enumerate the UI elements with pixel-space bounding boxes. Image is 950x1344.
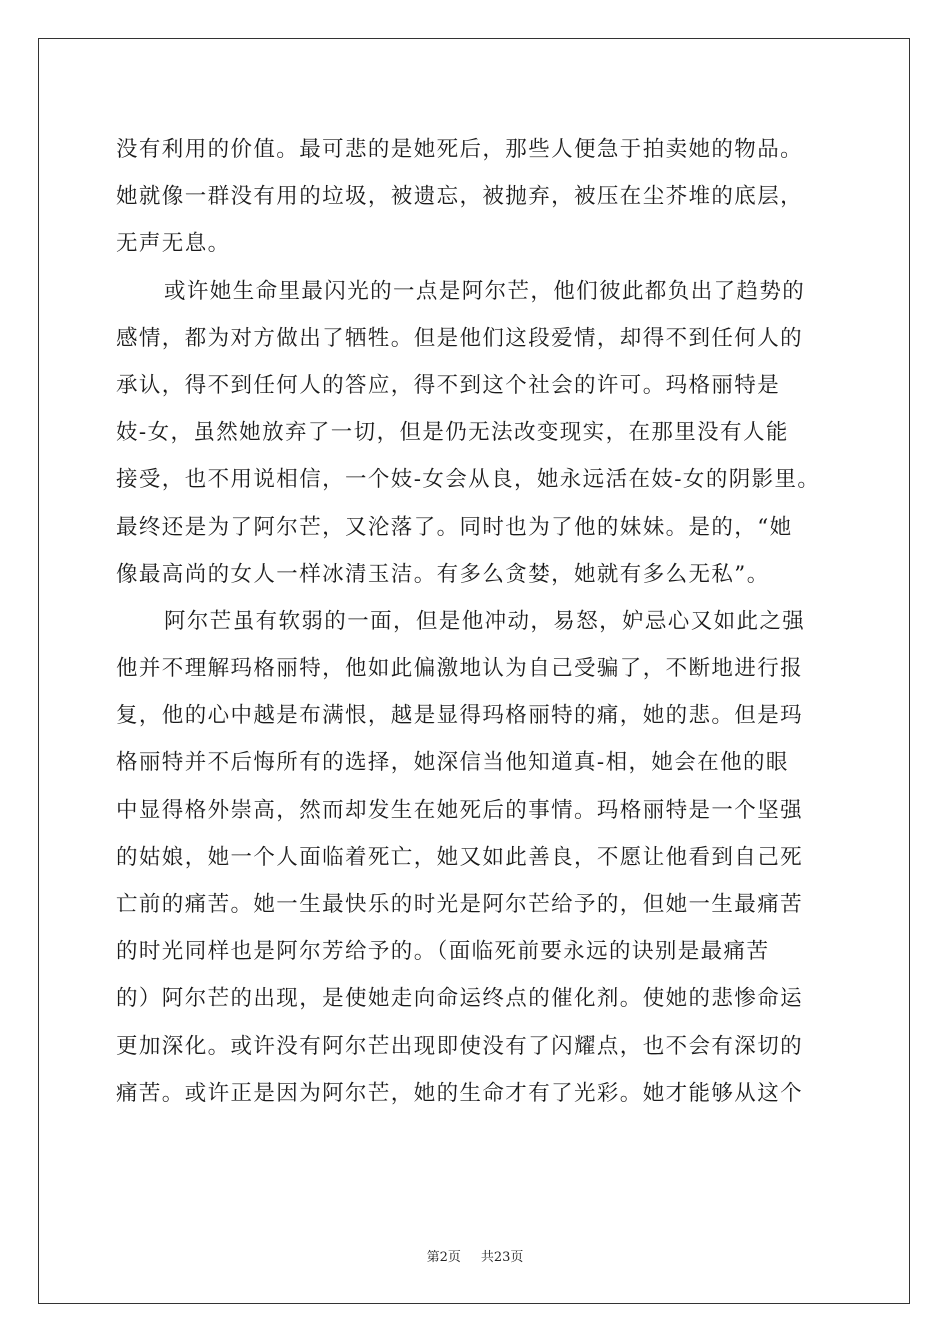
text-line: 他并不理解玛格丽特，他如此偏激地认为自己受骗了，不断地进行报 xyxy=(116,656,804,682)
page-footer xyxy=(0,1246,950,1265)
text-line: 妓-女，虽然她放弃了一切，但是仍无法改变现实，在那里没有人能 xyxy=(116,420,789,446)
text-line: 阿尔芒虽有软弱的一面，但是他冲动，易怒，妒忌心又如此之强 xyxy=(164,608,806,634)
text-line: 亡前的痛苦。她一生最快乐的时光是阿尔芒给予的，但她一生最痛苦 xyxy=(116,892,804,917)
text-line: 痛苦。或许正是因为阿尔芒，她的生命才有了光彩。她才能够从这个 xyxy=(116,1080,804,1106)
text-line: 接受，也不用说相信，一个妓-女会从良，她永远活在妓-女的阴影里。 xyxy=(116,467,821,493)
text-line: 或许她生命里最闪光的一点是阿尔芒，他们彼此都负出了趋势的 xyxy=(164,278,806,304)
text-line: 像最高尚的女人一样冰清玉洁。有多么贪婪，她就有多么无私”。 xyxy=(116,561,770,587)
text-line: 承认，得不到任何人的答应，得不到这个社会的许可。玛格丽特是 xyxy=(116,372,781,398)
text-line: 的姑娘，她一个人面临着死亡，她又如此善良，不愿让他看到自己死 xyxy=(116,844,804,870)
document-body xyxy=(116,126,846,1117)
text-line: 的）阿尔芒的出现，是使她走向命运终点的催化剂。使她的悲惨命运 xyxy=(116,986,804,1012)
text-line: 更加深化。或许没有阿尔芒出现即使没有了闪耀点，也不会有深切的 xyxy=(116,1033,804,1059)
text-line: 她就像一群没有用的垃圾，被遗忘，被抛弃，被压在尘芥堆的底层， xyxy=(116,184,804,210)
text-line: 无声无息。 xyxy=(116,231,231,257)
text-line: 感情，都为对方做出了牺牲。但是他们这段爱情，却得不到任何人的 xyxy=(116,325,804,351)
total-pages-label: 共23页 xyxy=(480,1250,524,1265)
text-line: 最终还是为了阿尔芒，又沦落了。同时也为了他的妹妹。是的，“她 xyxy=(116,514,793,540)
text-line: 复，他的心中越是布满恨，越是显得玛格丽特的痛，她的悲。但是玛 xyxy=(116,703,804,729)
text-line: 的时光同样也是阿尔芳给予的。（面临死前要永远的诀别是最痛苦 xyxy=(116,939,770,965)
text-line: 格丽特并不后悔所有的选择，她深信当他知道真-相，她会在他的眼 xyxy=(116,750,789,776)
text-line: 没有利用的价值。最可悲的是她死后，那些人便急于拍卖她的物品。 xyxy=(116,137,804,162)
current-page-label: 第2页 xyxy=(426,1250,461,1265)
text-line: 中显得格外崇高，然而却发生在她死后的事情。玛格丽特是一个坚强 xyxy=(116,797,804,823)
